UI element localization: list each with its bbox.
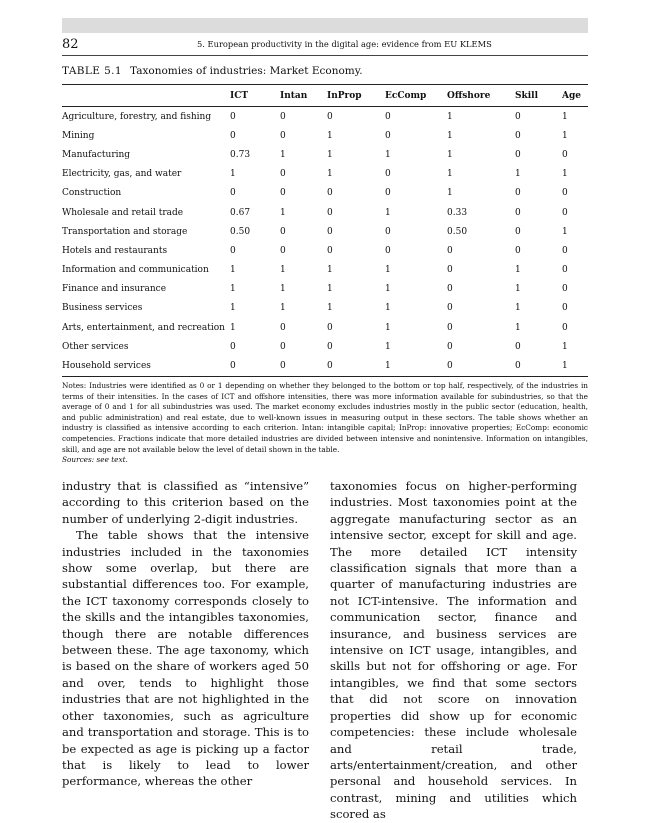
value-cell: 0 (515, 188, 521, 199)
value-cell: 0 (447, 303, 453, 314)
value-cell: 0 (280, 111, 286, 122)
industry-column-header (62, 85, 230, 107)
value-cell: 0.67 (230, 207, 251, 218)
value-cell: 0 (562, 245, 568, 256)
value-cell: 0 (447, 361, 453, 372)
sources-text: Sources: see text. (62, 455, 128, 465)
value-cell: 1 (327, 284, 333, 295)
industry-name-cell: Finance and insurance (62, 284, 167, 295)
taxonomy-table (62, 84, 588, 377)
table-caption (62, 65, 363, 77)
value-cell: 0 (327, 207, 333, 218)
value-cell: 1 (385, 322, 391, 333)
value-cell: 0 (562, 207, 568, 218)
table-title: Taxonomies of industries: Market Economy. (130, 65, 363, 77)
table-label: TABLE 5.1 (62, 65, 123, 77)
value-cell: 0 (385, 130, 391, 141)
value-cell: 1 (447, 111, 453, 122)
table-row (62, 280, 588, 299)
industry-name-cell: Household services (62, 361, 151, 372)
value-cell: 1 (385, 361, 391, 372)
industry-name-cell: Agriculture, forestry, and fishing (62, 111, 212, 122)
industry-name-cell: Business services (62, 303, 143, 314)
body-paragraph: The table shows that the intensive industries included in the taxonomies show some overlap, but there are substantial differences too. For example, the ICT taxonomy corresponds closely to the skills and the intangibles taxonomies, though there are notable differences between these. The age taxonomy, which is based on the share of workers aged 50 and over, tends to highlight those industries that are not highlighted in the other taxonomies, such as agriculture and transportation and storage. This is to be expected as age is picking up a factor that is likely to lead to lower performance, whereas the other (62, 528, 309, 789)
value-cell: 0 (515, 111, 521, 122)
table-row (62, 203, 588, 222)
value-cell: 1 (327, 130, 333, 141)
notes-text: Notes: Industries were identified as 0 or 1 depending on whether they belonged to the bottom or top half, respectively, of the industries in terms of their intensities. In the cases of ICT and offshore intensities, there was more information available for subindustries, so that the average of 0 and 1 for all subindustries was used. The market economy excludes industries mostly in the public sector (education, health, and public administration) and real estate, due to well-known issues in measuring output in these sectors. The table shows whether an industry is classified as intensive according to each criterion. Intan: intangible capital; InProp: innovative properties; EcComp: economic competencies. Fractions indicate that more detailed industries are divided between intensive and nonintensive. Information on intangibles, skill, and age are not available below the level of detail shown in the table. (62, 381, 588, 454)
value-cell: 1 (562, 169, 568, 180)
table-notes (62, 381, 588, 466)
body-paragraph: taxonomies focus on higher-performing industries. Most taxonomies point at the aggregate manufacturing sector as an intensive sector, except for skill and age. The more detailed ICT intensity classification signals that more than a quarter of manufacturing industries are not ICT-intensive. The information and communication sector, finance and insurance, and business services are intensive on ICT usage, intangibles, and skills but not for offshoring or age. For intangibles, we find that some sectors that did not score on innovation properties did show up for economic competencies: these include wholesale and retail trade, arts/entertainment/creation, and other personal and household services. In contrast, mining and utilities which scored as (330, 479, 577, 822)
value-cell: 1 (280, 149, 286, 160)
column-header-skill: Skill (515, 85, 562, 107)
value-cell: 1 (562, 111, 568, 122)
value-cell: 0 (447, 322, 453, 333)
value-cell: 0 (327, 188, 333, 199)
value-cell: 0 (515, 226, 521, 237)
value-cell: 0 (327, 226, 333, 237)
top-band (62, 18, 588, 33)
value-cell: 1 (280, 265, 286, 276)
column-header-ecomp: EcComp (385, 85, 447, 107)
value-cell: 1 (385, 303, 391, 314)
value-cell: 0 (280, 226, 286, 237)
value-cell: 0 (280, 341, 286, 352)
value-cell: 0 (515, 361, 521, 372)
value-cell: 1 (280, 284, 286, 295)
value-cell: 0 (327, 341, 333, 352)
table-row (62, 241, 588, 260)
value-cell: 0 (385, 245, 391, 256)
column-header-inprop: InProp (327, 85, 385, 107)
value-cell: 0 (327, 361, 333, 372)
value-cell: 1 (562, 226, 568, 237)
column-header-intan: Intan (280, 85, 327, 107)
value-cell: 1 (230, 169, 236, 180)
value-cell: 0 (280, 130, 286, 141)
value-cell: 1 (230, 284, 236, 295)
value-cell: 0 (230, 188, 236, 199)
value-cell: 0 (327, 322, 333, 333)
industry-name-cell: Transportation and storage (62, 226, 188, 237)
value-cell: 1 (447, 130, 453, 141)
industry-name-cell: Construction (62, 188, 122, 199)
body-column-left (62, 478, 309, 790)
value-cell: 1 (230, 322, 236, 333)
value-cell: 0 (230, 245, 236, 256)
value-cell: 0 (562, 322, 568, 333)
table-row (62, 126, 588, 145)
value-cell: 1 (447, 188, 453, 199)
table-row (62, 337, 588, 356)
value-cell: 0 (562, 284, 568, 295)
value-cell: 0 (230, 111, 236, 122)
industry-name-cell: Wholesale and retail trade (62, 207, 184, 218)
value-cell: 1 (515, 169, 521, 180)
column-header-ict: ICT (230, 85, 280, 107)
value-cell: 1 (562, 130, 568, 141)
value-cell: 0 (280, 361, 286, 372)
table-row (62, 184, 588, 203)
value-cell: 1 (515, 265, 521, 276)
value-cell: 0 (230, 130, 236, 141)
value-cell: 0 (447, 341, 453, 352)
value-cell: 0 (230, 341, 236, 352)
value-cell: 1 (280, 207, 286, 218)
industry-name-cell: Mining (62, 130, 95, 141)
industry-name-cell: Hotels and restaurants (62, 245, 168, 256)
value-cell: 0 (385, 169, 391, 180)
value-cell: 1 (385, 265, 391, 276)
industry-name-cell: Manufacturing (62, 149, 131, 160)
value-cell: 1 (385, 284, 391, 295)
value-cell: 0.73 (230, 149, 251, 160)
value-cell: 0 (230, 361, 236, 372)
value-cell: 0.33 (447, 207, 468, 218)
industry-name-cell: Electricity, gas, and water (62, 169, 182, 180)
column-header-age: Age (562, 85, 588, 107)
table-row (62, 318, 588, 337)
table-body (62, 107, 588, 376)
value-cell: 1 (327, 303, 333, 314)
value-cell: 0 (447, 265, 453, 276)
value-cell: 0 (515, 130, 521, 141)
value-cell: 0 (515, 149, 521, 160)
value-cell: 0 (327, 111, 333, 122)
value-cell: 0 (562, 149, 568, 160)
value-cell: 0 (385, 226, 391, 237)
table-row (62, 145, 588, 164)
value-cell: 0 (515, 341, 521, 352)
value-cell: 1 (327, 265, 333, 276)
column-header-offshore: Offshore (447, 85, 515, 107)
value-cell: 0 (515, 207, 521, 218)
page-header (62, 37, 588, 56)
industry-name-cell: Other services (62, 341, 129, 352)
table-row (62, 299, 588, 318)
value-cell: 0 (327, 245, 333, 256)
value-cell: 1 (447, 149, 453, 160)
table-header-row (62, 85, 588, 107)
page-number: 82 (62, 37, 79, 52)
value-cell: 1 (385, 207, 391, 218)
value-cell: 1 (515, 303, 521, 314)
industry-name-cell: Arts, entertainment, and recreation (62, 322, 225, 333)
value-cell: 0 (562, 188, 568, 199)
value-cell: 0 (280, 188, 286, 199)
value-cell: 0 (562, 303, 568, 314)
value-cell: 0 (562, 265, 568, 276)
table-row (62, 356, 588, 375)
table-row (62, 107, 588, 127)
value-cell: 0 (385, 188, 391, 199)
value-cell: 1 (515, 284, 521, 295)
value-cell: 0 (280, 169, 286, 180)
value-cell: 1 (562, 361, 568, 372)
value-cell: 1 (447, 169, 453, 180)
value-cell: 0 (280, 245, 286, 256)
value-cell: 1 (385, 149, 391, 160)
industry-name-cell: Information and communication (62, 265, 209, 276)
value-cell: 0 (447, 284, 453, 295)
value-cell: 0.50 (230, 226, 251, 237)
table-row (62, 222, 588, 241)
body-column-right (330, 478, 577, 823)
value-cell: 0.50 (447, 226, 468, 237)
value-cell: 1 (385, 341, 391, 352)
value-cell: 0 (515, 245, 521, 256)
table-row (62, 165, 588, 184)
value-cell: 0 (385, 111, 391, 122)
value-cell: 1 (562, 341, 568, 352)
value-cell: 0 (280, 322, 286, 333)
body-paragraph: industry that is classified as “intensive” according to this criterion based on the number of underlying 2-digit industries. (62, 479, 309, 526)
value-cell: 1 (327, 149, 333, 160)
value-cell: 1 (515, 322, 521, 333)
table-row (62, 261, 588, 280)
value-cell: 1 (280, 303, 286, 314)
running-head: 5. European productivity in the digital age: evidence from EU KLEMS (197, 39, 492, 49)
value-cell: 1 (327, 169, 333, 180)
value-cell: 1 (230, 265, 236, 276)
value-cell: 1 (230, 303, 236, 314)
value-cell: 0 (447, 245, 453, 256)
